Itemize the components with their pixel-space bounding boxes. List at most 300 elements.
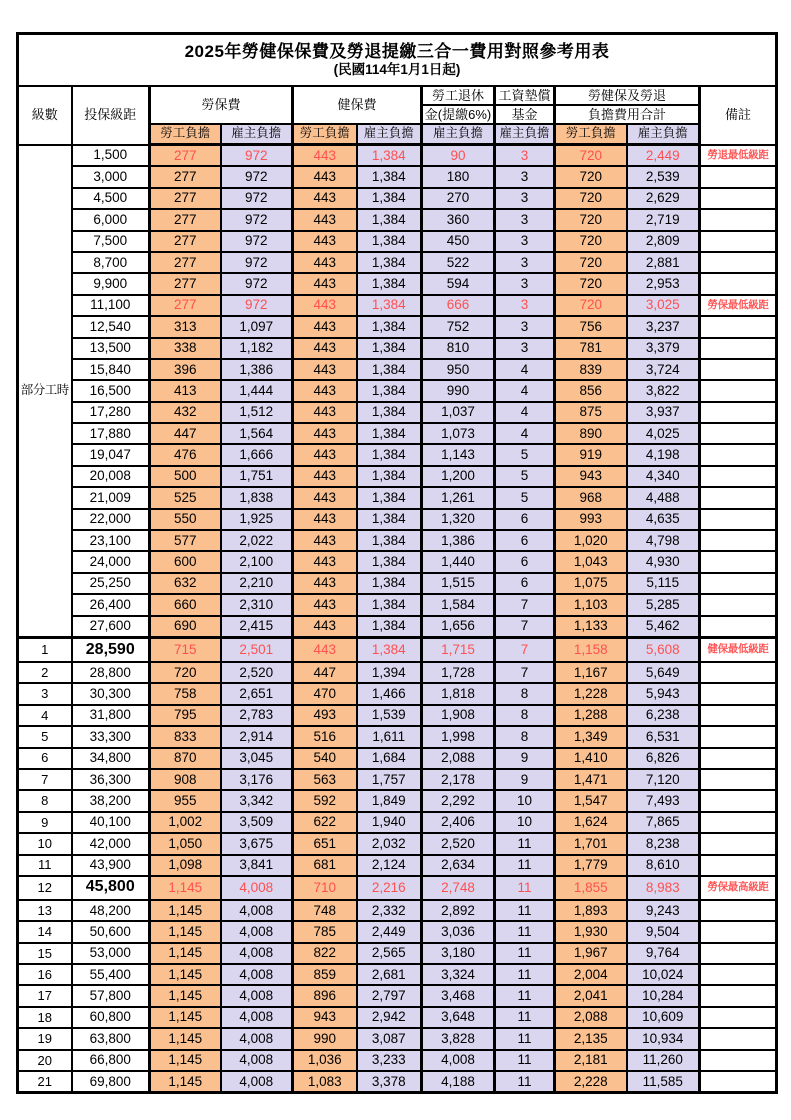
header-level: 級數: [18, 86, 72, 145]
cell-remark: [700, 943, 777, 964]
subheader-labor-employee: 勞工負擔: [150, 124, 221, 145]
cell-bracket: 22,000: [72, 509, 150, 530]
cell-bracket: 21,009: [72, 487, 150, 508]
cell-total-employer: 11,260: [627, 1050, 700, 1071]
cell-bracket: 24,000: [72, 551, 150, 572]
cell-bracket: 4,500: [72, 188, 150, 209]
cell-labor-employee: 500: [150, 466, 221, 487]
cell-labor-employee: 277: [150, 273, 221, 294]
cell-bracket: 16,500: [72, 380, 150, 401]
cell-labor-employer: 4,008: [221, 900, 293, 921]
cell-health-employee: 443: [293, 487, 357, 508]
cell-labor-employer: 2,022: [221, 530, 293, 551]
table-row: [18, 273, 777, 294]
cell-total-employee: 919: [555, 444, 627, 465]
cell-health-employee: 443: [293, 338, 357, 359]
cell-wage-fund-employer: 5: [495, 487, 555, 508]
cell-remark: [700, 1071, 777, 1093]
cell-total-employee: 720: [555, 166, 627, 187]
cell-wage-fund-employer: 3: [495, 231, 555, 252]
cell-pension-employer: 2,748: [422, 876, 495, 900]
cell-health-employee: 443: [293, 616, 357, 638]
cell-health-employee: 651: [293, 833, 357, 854]
table-body: [18, 145, 777, 1093]
cell-bracket: 69,800: [72, 1071, 150, 1093]
cell-bracket: 19,047: [72, 444, 150, 465]
cell-health-employer: 3,233: [357, 1050, 422, 1071]
cell-remark: 勞保最高級距: [700, 876, 777, 900]
cell-labor-employer: 3,675: [221, 833, 293, 854]
cell-wage-fund-employer: 6: [495, 530, 555, 551]
table-row: [18, 423, 777, 444]
cell-level: 17: [18, 985, 72, 1006]
cell-remark: [700, 423, 777, 444]
cell-health-employee: 859: [293, 964, 357, 985]
table-row: [18, 1007, 777, 1028]
cell-bracket: 50,600: [72, 921, 150, 942]
cell-total-employee: 2,041: [555, 985, 627, 1006]
cell-labor-employer: 972: [221, 295, 293, 316]
cell-wage-fund-employer: 11: [495, 876, 555, 900]
cell-labor-employer: 4,008: [221, 1007, 293, 1028]
cell-wage-fund-employer: 11: [495, 1050, 555, 1071]
table-row: [18, 573, 777, 594]
premium-reference-table: [16, 32, 778, 1094]
table-row: [18, 790, 777, 811]
cell-health-employer: 1,384: [357, 402, 422, 423]
cell-wage-fund-employer: 11: [495, 985, 555, 1006]
cell-wage-fund-employer: 3: [495, 166, 555, 187]
cell-labor-employer: 4,008: [221, 1028, 293, 1049]
cell-total-employee: 781: [555, 338, 627, 359]
table-row: [18, 444, 777, 465]
cell-bracket: 36,300: [72, 769, 150, 790]
cell-level: 14: [18, 921, 72, 942]
cell-wage-fund-employer: 5: [495, 466, 555, 487]
cell-labor-employer: 2,310: [221, 594, 293, 615]
subheader-total-employee: 勞工負擔: [555, 124, 627, 145]
cell-bracket: 28,800: [72, 662, 150, 683]
cell-labor-employer: 2,914: [221, 726, 293, 747]
cell-pension-employer: 4,188: [422, 1071, 495, 1093]
cell-remark: [700, 683, 777, 704]
cell-labor-employee: 476: [150, 444, 221, 465]
cell-health-employee: 443: [293, 573, 357, 594]
cell-pension-employer: 810: [422, 338, 495, 359]
cell-remark: [700, 273, 777, 294]
cell-wage-fund-employer: 11: [495, 833, 555, 854]
cell-pension-employer: 270: [422, 188, 495, 209]
cell-total-employee: 839: [555, 359, 627, 380]
cell-pension-employer: 1,818: [422, 683, 495, 704]
cell-labor-employee: 1,145: [150, 985, 221, 1006]
cell-total-employee: 1,288: [555, 705, 627, 726]
cell-remark: [700, 921, 777, 942]
cell-bracket: 3,000: [72, 166, 150, 187]
cell-total-employer: 4,340: [627, 466, 700, 487]
table-row: [18, 338, 777, 359]
cell-wage-fund-employer: 9: [495, 748, 555, 769]
cell-wage-fund-employer: 3: [495, 209, 555, 230]
cell-health-employer: 1,384: [357, 444, 422, 465]
cell-wage-fund-employer: 4: [495, 402, 555, 423]
cell-bracket: 28,590: [72, 637, 150, 662]
table-title: 2025年勞健保保費及勞退提繳三合一費用對照參考用表: [184, 41, 610, 61]
table-row: [18, 921, 777, 942]
cell-total-employer: 9,243: [627, 900, 700, 921]
cell-health-employee: 516: [293, 726, 357, 747]
cell-level: 12: [18, 876, 72, 900]
cell-wage-fund-employer: 9: [495, 769, 555, 790]
header-bracket: 投保級距: [72, 86, 150, 145]
cell-total-employee: 756: [555, 316, 627, 337]
table-row: [18, 594, 777, 615]
cell-labor-employer: 1,666: [221, 444, 293, 465]
cell-health-employer: 1,384: [357, 209, 422, 230]
cell-total-employee: 720: [555, 295, 627, 316]
cell-total-employer: 2,539: [627, 166, 700, 187]
cell-health-employee: 443: [293, 444, 357, 465]
cell-level: 19: [18, 1028, 72, 1049]
cell-remark: [700, 487, 777, 508]
table-row: [18, 1071, 777, 1093]
cell-labor-employee: 720: [150, 662, 221, 683]
cell-bracket: 40,100: [72, 812, 150, 833]
cell-total-employer: 9,504: [627, 921, 700, 942]
cell-wage-fund-employer: 3: [495, 295, 555, 316]
cell-remark: [700, 594, 777, 615]
table-row: [18, 876, 777, 900]
cell-wage-fund-employer: 11: [495, 943, 555, 964]
cell-pension-employer: 1,998: [422, 726, 495, 747]
cell-remark: [700, 551, 777, 572]
cell-pension-employer: 3,324: [422, 964, 495, 985]
cell-health-employee: 710: [293, 876, 357, 900]
cell-level: 11: [18, 855, 72, 876]
cell-pension-employer: 594: [422, 273, 495, 294]
cell-total-employer: 3,237: [627, 316, 700, 337]
cell-health-employee: 592: [293, 790, 357, 811]
cell-labor-employee: 690: [150, 616, 221, 638]
cell-wage-fund-employer: 6: [495, 509, 555, 530]
cell-labor-employee: 277: [150, 231, 221, 252]
cell-pension-employer: 1,908: [422, 705, 495, 726]
cell-labor-employer: 1,182: [221, 338, 293, 359]
cell-health-employee: 540: [293, 748, 357, 769]
cell-labor-employee: 758: [150, 683, 221, 704]
cell-total-employer: 4,930: [627, 551, 700, 572]
cell-total-employee: 1,930: [555, 921, 627, 942]
cell-total-employee: 2,135: [555, 1028, 627, 1049]
cell-total-employee: 1,624: [555, 812, 627, 833]
cell-total-employer: 7,120: [627, 769, 700, 790]
cell-health-employee: 443: [293, 637, 357, 662]
cell-remark: [700, 662, 777, 683]
cell-bracket: 17,280: [72, 402, 150, 423]
cell-total-employee: 875: [555, 402, 627, 423]
cell-health-employee: 443: [293, 402, 357, 423]
cell-health-employee: 990: [293, 1028, 357, 1049]
cell-labor-employee: 1,098: [150, 855, 221, 876]
cell-health-employer: 1,384: [357, 551, 422, 572]
cell-total-employee: 1,967: [555, 943, 627, 964]
cell-labor-employee: 600: [150, 551, 221, 572]
cell-remark: [700, 855, 777, 876]
cell-health-employer: 3,087: [357, 1028, 422, 1049]
cell-wage-fund-employer: 3: [495, 338, 555, 359]
cell-pension-employer: 1,261: [422, 487, 495, 508]
cell-total-employer: 4,798: [627, 530, 700, 551]
table-row: [18, 900, 777, 921]
cell-health-employer: 1,384: [357, 316, 422, 337]
cell-health-employer: 1,466: [357, 683, 422, 704]
cell-total-employee: 720: [555, 188, 627, 209]
cell-level: 9: [18, 812, 72, 833]
header-wage-fund-line1: 工資墊償: [495, 86, 555, 105]
cell-labor-employee: 277: [150, 209, 221, 230]
cell-wage-fund-employer: 4: [495, 423, 555, 444]
cell-total-employee: 1,471: [555, 769, 627, 790]
cell-health-employer: 1,384: [357, 466, 422, 487]
table-row: [18, 769, 777, 790]
cell-labor-employee: 632: [150, 573, 221, 594]
cell-labor-employee: 833: [150, 726, 221, 747]
cell-total-employer: 8,238: [627, 833, 700, 854]
table-row: [18, 402, 777, 423]
cell-labor-employee: 1,145: [150, 900, 221, 921]
cell-level: 20: [18, 1050, 72, 1071]
cell-remark: [700, 985, 777, 1006]
cell-health-employer: 1,384: [357, 338, 422, 359]
cell-total-employee: 1,158: [555, 637, 627, 662]
cell-labor-employer: 4,008: [221, 1071, 293, 1093]
cell-pension-employer: 1,728: [422, 662, 495, 683]
cell-pension-employer: 1,440: [422, 551, 495, 572]
cell-bracket: 31,800: [72, 705, 150, 726]
cell-labor-employer: 2,651: [221, 683, 293, 704]
cell-labor-employer: 2,415: [221, 616, 293, 638]
cell-pension-employer: 3,180: [422, 943, 495, 964]
cell-labor-employee: 577: [150, 530, 221, 551]
cell-labor-employer: 1,512: [221, 402, 293, 423]
cell-health-employer: 1,684: [357, 748, 422, 769]
cell-remark: [700, 231, 777, 252]
cell-labor-employer: 2,501: [221, 637, 293, 662]
table-row: [18, 705, 777, 726]
cell-labor-employer: 3,509: [221, 812, 293, 833]
cell-total-employer: 6,238: [627, 705, 700, 726]
cell-labor-employee: 1,145: [150, 1028, 221, 1049]
cell-remark: 勞保最低級距: [700, 295, 777, 316]
cell-health-employee: 1,083: [293, 1071, 357, 1093]
cell-total-employee: 1,410: [555, 748, 627, 769]
cell-labor-employer: 972: [221, 209, 293, 230]
cell-health-employee: 443: [293, 231, 357, 252]
cell-total-employee: 968: [555, 487, 627, 508]
cell-labor-employer: 2,100: [221, 551, 293, 572]
header-total-line2: 負擔費用合計: [555, 105, 700, 124]
cell-health-employee: 443: [293, 551, 357, 572]
table-row: [18, 487, 777, 508]
cell-wage-fund-employer: 7: [495, 662, 555, 683]
header-remark: 備註: [700, 86, 777, 145]
cell-health-employee: 443: [293, 166, 357, 187]
cell-labor-employee: 1,145: [150, 876, 221, 900]
cell-pension-employer: 2,406: [422, 812, 495, 833]
table-row: [18, 209, 777, 230]
cell-bracket: 43,900: [72, 855, 150, 876]
cell-wage-fund-employer: 6: [495, 573, 555, 594]
cell-pension-employer: 990: [422, 380, 495, 401]
cell-health-employee: 943: [293, 1007, 357, 1028]
cell-health-employer: 1,384: [357, 273, 422, 294]
cell-labor-employer: 1,751: [221, 466, 293, 487]
cell-health-employer: 1,384: [357, 594, 422, 615]
cell-labor-employee: 955: [150, 790, 221, 811]
cell-level: 18: [18, 1007, 72, 1028]
cell-total-employer: 4,198: [627, 444, 700, 465]
cell-wage-fund-employer: 11: [495, 1007, 555, 1028]
cell-total-employer: 6,531: [627, 726, 700, 747]
cell-bracket: 23,100: [72, 530, 150, 551]
cell-total-employer: 5,285: [627, 594, 700, 615]
table-row: [18, 231, 777, 252]
cell-labor-employee: 908: [150, 769, 221, 790]
cell-wage-fund-employer: 11: [495, 1028, 555, 1049]
cell-pension-employer: 4,008: [422, 1050, 495, 1071]
table-row: [18, 380, 777, 401]
cell-remark: [700, 812, 777, 833]
cell-health-employee: 681: [293, 855, 357, 876]
cell-pension-employer: 666: [422, 295, 495, 316]
cell-bracket: 11,100: [72, 295, 150, 316]
cell-pension-employer: 2,892: [422, 900, 495, 921]
cell-level: 3: [18, 683, 72, 704]
cell-wage-fund-employer: 10: [495, 790, 555, 811]
cell-bracket: 6,000: [72, 209, 150, 230]
cell-labor-employer: 3,342: [221, 790, 293, 811]
cell-total-employer: 8,610: [627, 855, 700, 876]
table-row: [18, 833, 777, 854]
cell-total-employer: 7,493: [627, 790, 700, 811]
cell-total-employee: 1,547: [555, 790, 627, 811]
cell-pension-employer: 2,178: [422, 769, 495, 790]
cell-labor-employee: 277: [150, 295, 221, 316]
cell-labor-employee: 338: [150, 338, 221, 359]
table-row: [18, 359, 777, 380]
cell-labor-employee: 277: [150, 252, 221, 273]
title-cell: [18, 34, 777, 87]
cell-labor-employee: 525: [150, 487, 221, 508]
cell-remark: [700, 1007, 777, 1028]
cell-wage-fund-employer: 3: [495, 188, 555, 209]
cell-health-employer: 1,384: [357, 295, 422, 316]
cell-labor-employee: 1,145: [150, 943, 221, 964]
cell-pension-employer: 3,828: [422, 1028, 495, 1049]
table-row: [18, 683, 777, 704]
subheader-health-employer: 雇主負擔: [357, 124, 422, 145]
cell-total-employee: 1,349: [555, 726, 627, 747]
subheader-pension-employer: 雇主負擔: [422, 124, 495, 145]
table-row: [18, 748, 777, 769]
cell-total-employee: 720: [555, 231, 627, 252]
cell-wage-fund-employer: 11: [495, 964, 555, 985]
cell-remark: 勞退最低級距: [700, 145, 777, 167]
cell-health-employer: 1,384: [357, 509, 422, 530]
cell-labor-employer: 3,045: [221, 748, 293, 769]
header-pension-line1: 勞工退休: [422, 86, 495, 105]
cell-bracket: 26,400: [72, 594, 150, 615]
cell-pension-employer: 1,515: [422, 573, 495, 594]
cell-pension-employer: 3,468: [422, 985, 495, 1006]
table-row: [18, 964, 777, 985]
cell-labor-employee: 277: [150, 166, 221, 187]
cell-health-employee: 896: [293, 985, 357, 1006]
cell-pension-employer: 752: [422, 316, 495, 337]
cell-level: 16: [18, 964, 72, 985]
cell-health-employee: 443: [293, 295, 357, 316]
cell-labor-employer: 1,386: [221, 359, 293, 380]
cell-pension-employer: 180: [422, 166, 495, 187]
cell-wage-fund-employer: 3: [495, 316, 555, 337]
cell-bracket: 9,900: [72, 273, 150, 294]
cell-total-employer: 4,488: [627, 487, 700, 508]
cell-labor-employee: 432: [150, 402, 221, 423]
cell-total-employee: 1,075: [555, 573, 627, 594]
header-labor-insurance: 勞保費: [150, 86, 293, 124]
cell-total-employee: 720: [555, 252, 627, 273]
cell-total-employee: 2,004: [555, 964, 627, 985]
cell-remark: [700, 748, 777, 769]
cell-total-employer: 4,635: [627, 509, 700, 530]
table-row: [18, 295, 777, 316]
cell-bracket: 48,200: [72, 900, 150, 921]
table-subtitle: (民國114年1月1日起): [333, 61, 461, 77]
cell-pension-employer: 90: [422, 145, 495, 167]
cell-pension-employer: 1,386: [422, 530, 495, 551]
cell-labor-employee: 313: [150, 316, 221, 337]
cell-health-employee: 443: [293, 316, 357, 337]
cell-labor-employee: 447: [150, 423, 221, 444]
cell-labor-employer: 1,838: [221, 487, 293, 508]
cell-total-employer: 9,764: [627, 943, 700, 964]
cell-bracket: 66,800: [72, 1050, 150, 1071]
cell-health-employee: 443: [293, 273, 357, 294]
cell-labor-employer: 4,008: [221, 876, 293, 900]
cell-health-employer: 3,378: [357, 1071, 422, 1093]
cell-total-employee: 720: [555, 273, 627, 294]
cell-pension-employer: 1,143: [422, 444, 495, 465]
cell-health-employee: 622: [293, 812, 357, 833]
cell-health-employer: 1,384: [357, 530, 422, 551]
table-row: [18, 530, 777, 551]
cell-health-employer: 1,940: [357, 812, 422, 833]
table-row: [18, 726, 777, 747]
cell-remark: [700, 530, 777, 551]
cell-pension-employer: 1,037: [422, 402, 495, 423]
cell-remark: [700, 402, 777, 423]
cell-pension-employer: 1,584: [422, 594, 495, 615]
cell-labor-employee: 413: [150, 380, 221, 401]
cell-health-employee: 443: [293, 594, 357, 615]
cell-labor-employee: 1,145: [150, 1050, 221, 1071]
cell-remark: [700, 964, 777, 985]
cell-level: 7: [18, 769, 72, 790]
cell-bracket: 57,800: [72, 985, 150, 1006]
cell-health-employee: 443: [293, 530, 357, 551]
cell-health-employer: 2,942: [357, 1007, 422, 1028]
cell-pension-employer: 2,292: [422, 790, 495, 811]
